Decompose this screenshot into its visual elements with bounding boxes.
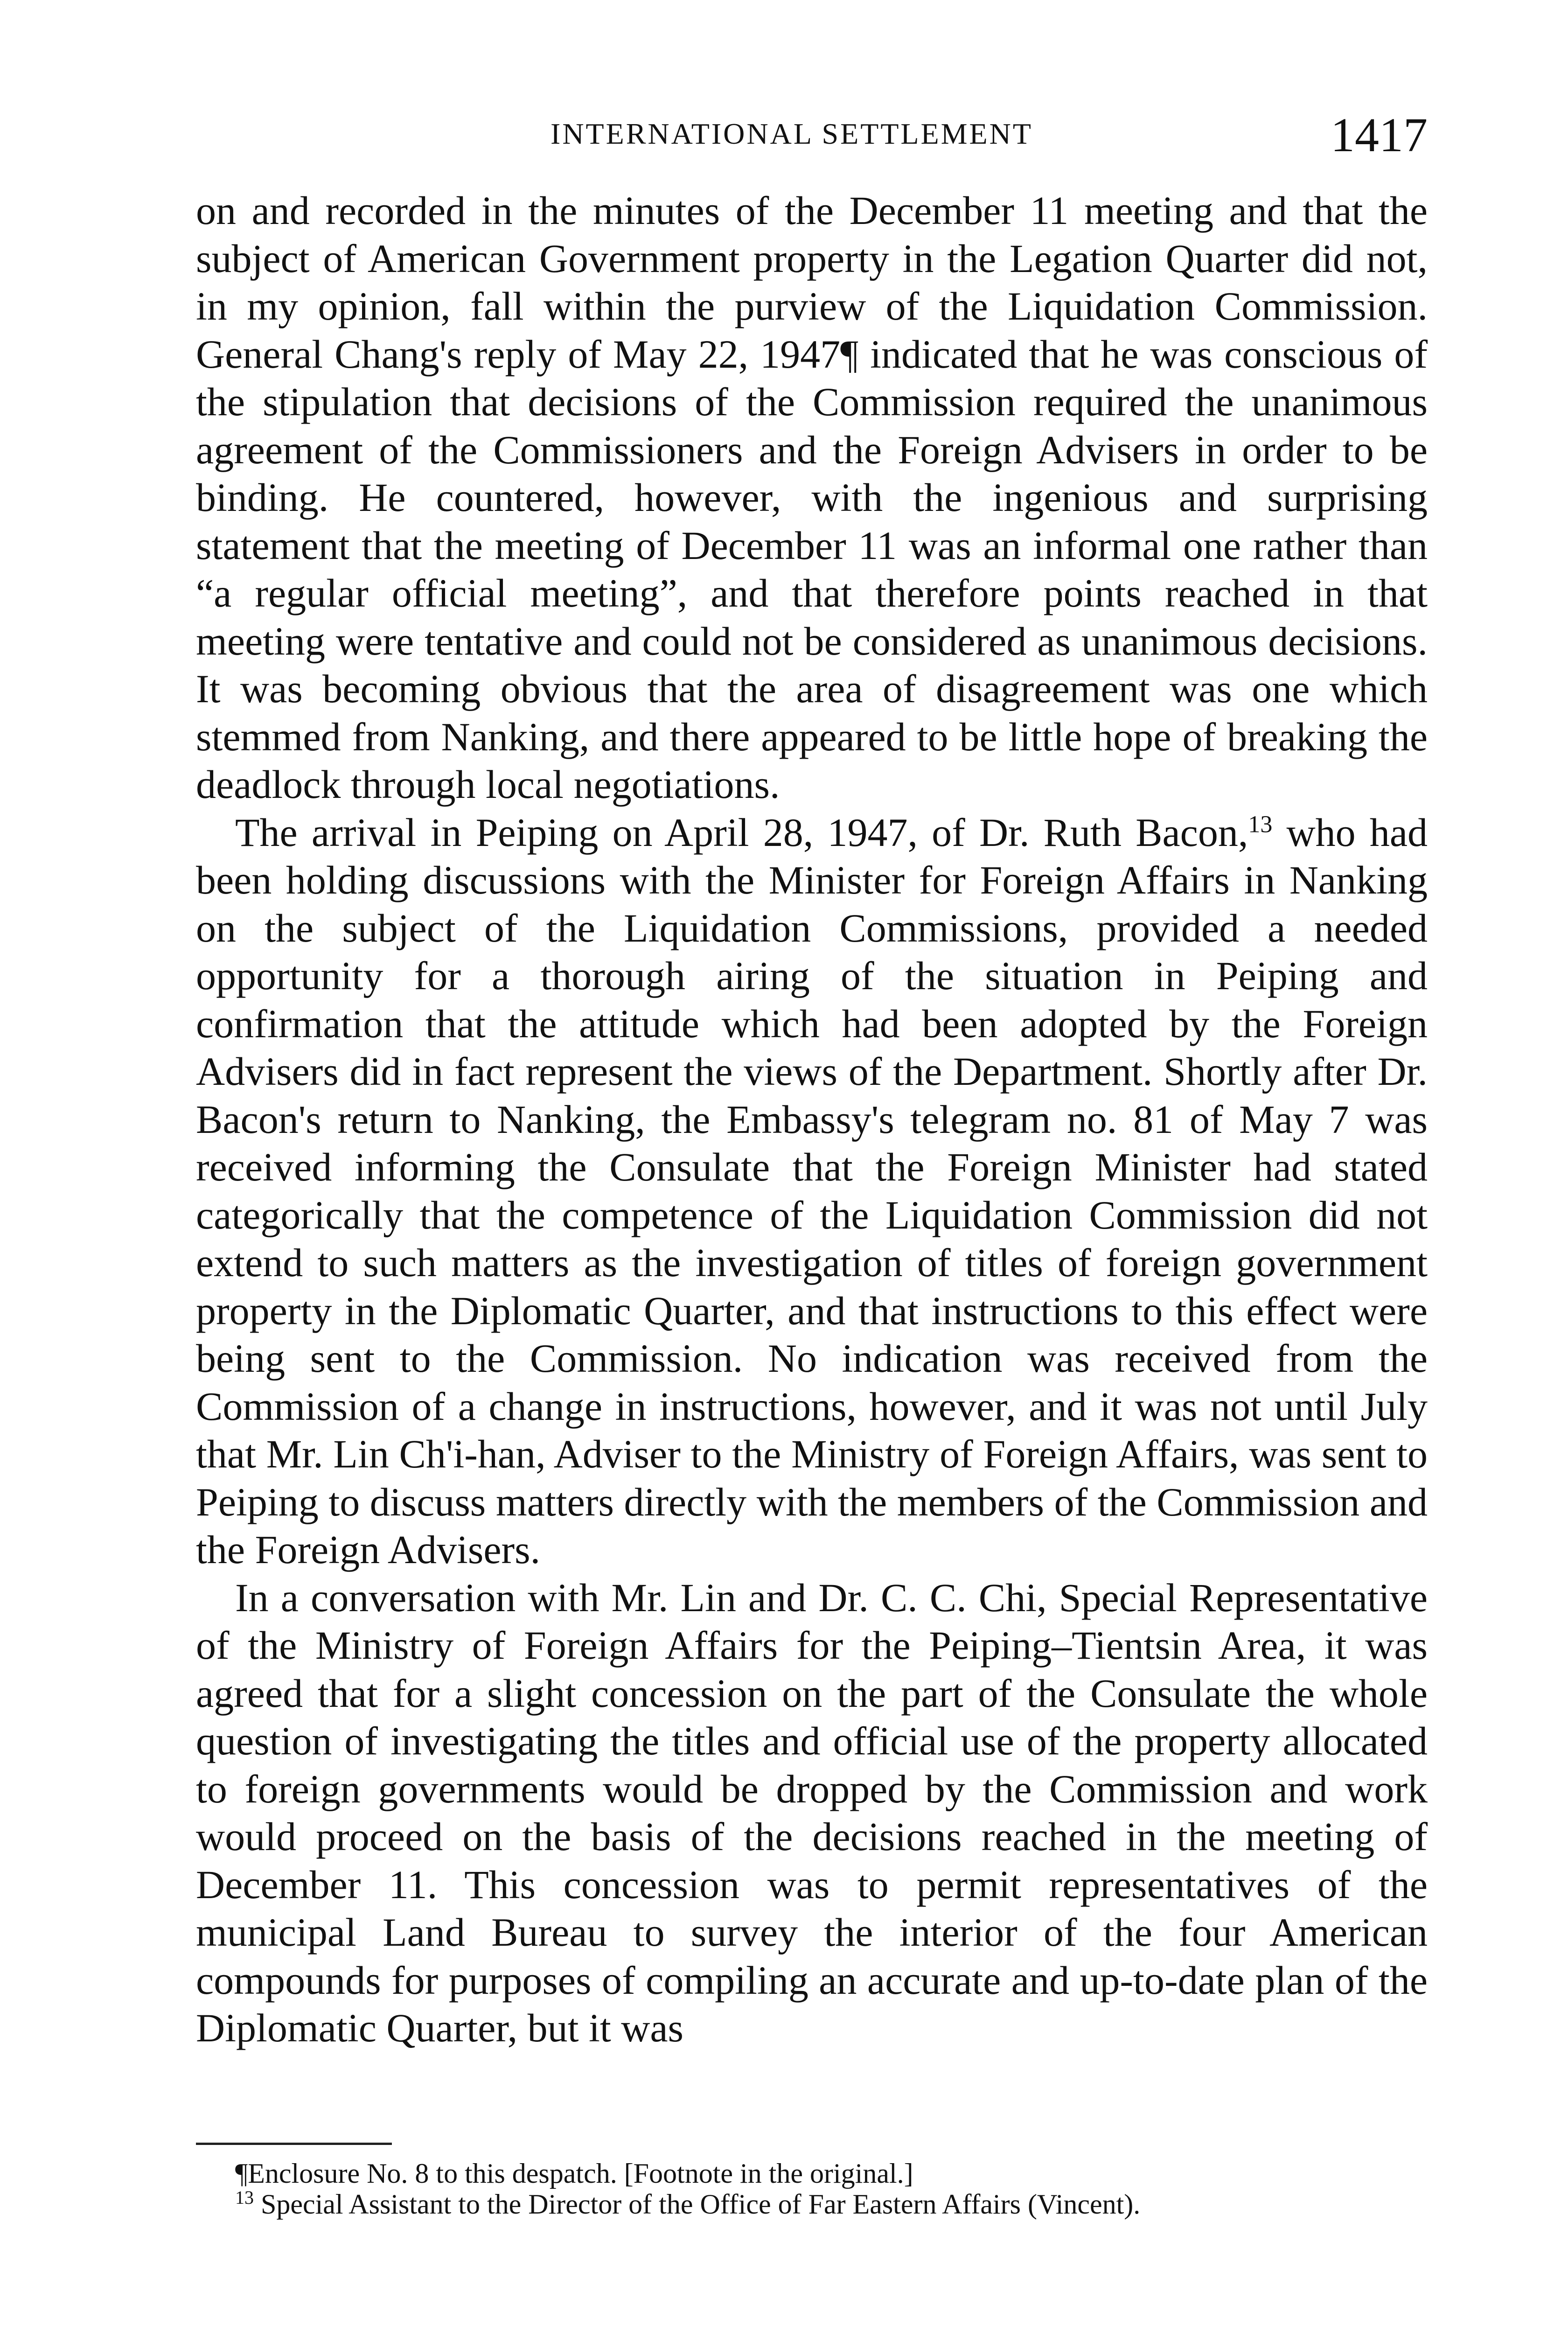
paragraph-2-text-b: who had been holding discussions with the Minister for Foreign Affairs in Nanking on the subject of the Liquidation Commissions, provided a needed opportunity for a thorough airing of the situation in Peiping and confirmation that the attitude which had been adopted by the Foreign Advisers did in fact represent the views of the Department. Shortly after Dr. Bacon's return to Nanking, the Embassy's telegram no. 81 of May 7 was received informing the Consulate that the Foreign Minister had stated categorically that the competence of the Liquidation Commission did not extend to such matters as the investigation of titles of foreign government property in the Diplomatic Quarter, and that instructions to this effect were being sent to the Commission. No indication was received from the Commission of a change in instructions, however, and it was not until July that Mr. Lin Ch'i-han, Adviser to the Ministry of Foreign Affairs, was sent to Peiping to discuss matters directly with the members of the Commission and the Foreign Advisers. — [196, 810, 1428, 1572]
footnote-ref-13: 13 — [1248, 810, 1273, 838]
footnote-2 — [196, 2189, 1428, 2220]
paragraph-2-text-a: The arrival in Peiping on April 28, 1947, of Dr. Ruth Bacon, — [235, 810, 1248, 855]
paragraph-3: In a conversation with Mr. Lin and Dr. C. C. Chi, Special Representative of the Ministry of Foreign Affairs for the Peiping–Tientsin Area, it was agreed that for a slight concession on the part of the Consulate the whole question of investigating the titles and official use of the property allocated to foreign governments would be dropped by the Commission and work would proceed on the basis of the decisions reached in the meeting of December 11. This concession was to permit representatives of the municipal Land Bureau to survey the interior of the four American compounds for purposes of compiling an accurate and up-to-date plan of the Diplomatic Quarter, but it was — [196, 1575, 1428, 2050]
body-text — [196, 187, 1428, 2052]
page-header — [196, 107, 1428, 168]
page-number: 1417 — [1331, 108, 1428, 162]
paragraph-2 — [196, 809, 1428, 1574]
footnote-2-mark: 13 — [235, 2187, 254, 2208]
footnote-2-text: Special Assistant to the Director of the Office of Far Eastern Affairs (Vincent). — [254, 2189, 1141, 2220]
footnotes — [196, 2158, 1428, 2220]
paragraph-1: on and recorded in the minutes of the December 11 meeting and that the subject of American Government property in the Legation Quarter did not, in my opinion, fall within the purview of the Liquidation Commission. General Chang's reply of May 22, 1947¶ indicated that he was conscious of the stipulation that decisions of the Commission required the unanimous agreement of the Commissioners and the Foreign Advisers in order to be binding. He countered, however, with the ingenious and surprising statement that the meeting of December 11 was an informal one rather than “a regular official meeting”, and that therefore points reached in that meeting were tentative and could not be considered as unanimous decisions. It was becoming obvious that the area of disagreement was one which stemmed from Nanking, and there appeared to be little hope of breaking the deadlock through local negotiations. — [196, 188, 1428, 807]
footnote-1: ¶Enclosure No. 8 to this despatch. [Footnote in the original.] — [235, 2158, 913, 2189]
running-head: INTERNATIONAL SETTLEMENT — [551, 117, 1033, 150]
footnote-divider — [196, 2143, 392, 2145]
